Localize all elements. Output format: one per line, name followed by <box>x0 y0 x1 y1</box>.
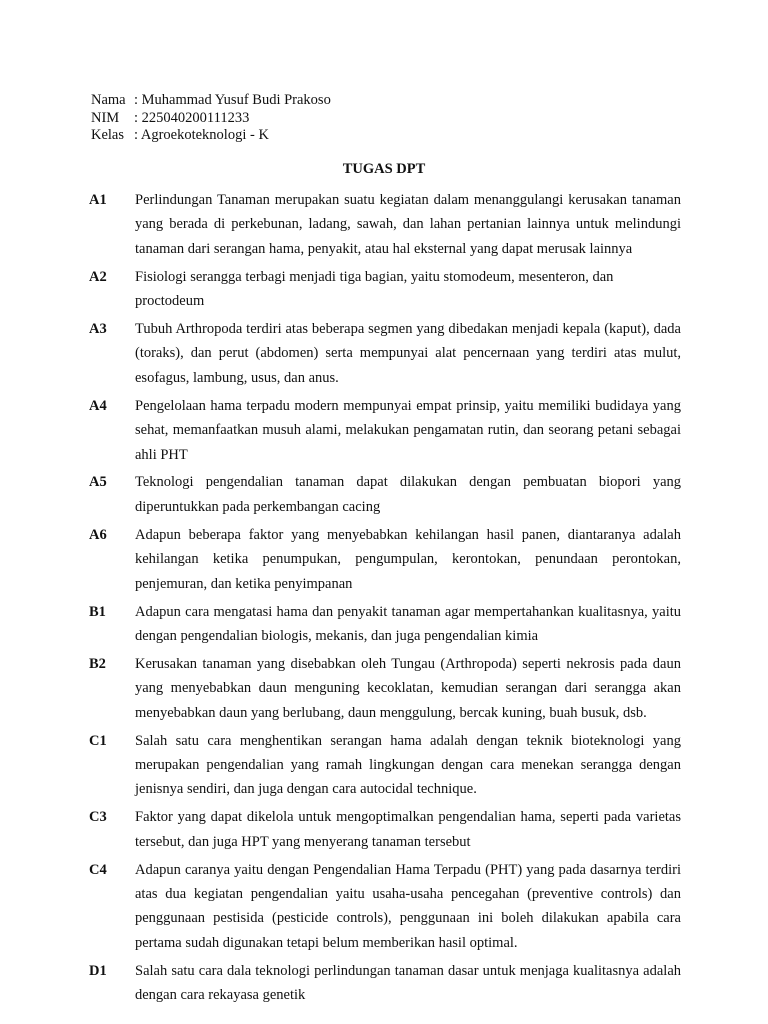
nim-row <box>91 110 331 128</box>
nim-value: : 225040200111233 <box>134 109 250 126</box>
document-title: TUGAS DPT <box>342 161 426 177</box>
answer-text: Salah satu cara menghentikan serangan hama adalah dengan teknik bioteknologi yang merupakan pengendalian yang ramah lingkungan dengan cara menekan serangga dengan jenisnya sendiri, dan juga dengan cara autocidal technique. <box>135 732 681 798</box>
answer-text: Adapun cara mengatasi hama dan penyakit tanaman agar mempertahankan kualitasnya, yaitu dengan pengendalian biologis, mekanis, dan juga pengendalian kimia <box>135 603 681 644</box>
answer-code: C3 <box>89 809 107 826</box>
answer-item <box>89 523 681 596</box>
answer-code: D1 <box>89 962 107 979</box>
answer-code: B2 <box>89 655 106 672</box>
answer-code: A2 <box>89 268 107 285</box>
answer-text: Teknologi pengendalian tanaman dapat dilakukan dengan pembuatan biopori yang diperuntukkan pada perkembangan cacing <box>135 474 681 515</box>
class-value: : Agroekoteknologi - K <box>134 127 269 143</box>
answer-item <box>89 959 681 1008</box>
answer-item <box>89 652 681 725</box>
answer-text: Faktor yang dapat dikelola untuk mengoptimalkan pengendalian hama, seperti pada varietas tersebut, dan juga HPT yang menyerang tanaman tersebut <box>135 809 681 850</box>
answer-item <box>89 729 681 802</box>
answer-code: B1 <box>89 603 106 620</box>
answer-text: Perlindungan Tanaman merupakan suatu kegiatan dalam menanggulangi kerusakan tanaman yang berada di perkebunan, ladang, sawah, dan lahan pertanian lainnya untuk melindungi tanaman dari serangan hama, penyakit, atau hal eksternal yang dapat merusak lainnya <box>135 192 681 257</box>
answer-text: Fisiologi serangga terbagi menjadi tiga bagian, yaitu stomodeum, mesenteron, dan proctodeum <box>135 268 614 310</box>
nim-label: NIM <box>91 109 120 126</box>
answer-code: A4 <box>89 397 107 414</box>
answer-item <box>89 600 681 649</box>
answer-code: C1 <box>89 732 107 749</box>
answer-item <box>89 858 681 956</box>
answer-item <box>89 805 681 854</box>
class-label: Kelas <box>91 127 125 143</box>
answer-list <box>89 188 681 1011</box>
student-info <box>91 92 331 145</box>
answer-code: C4 <box>89 861 107 878</box>
answer-text: Tubuh Arthropoda terdiri atas beberapa segmen yang dibedakan menjadi kepala (kaput), dada (toraks), dan perut (abdomen) serta mempunyai alat pencernaan yang terdiri atas mulut, esofagus, lambung, usus, dan anus. <box>135 321 681 386</box>
answer-code: A3 <box>89 321 107 338</box>
name-row <box>91 92 331 110</box>
answer-code: A5 <box>89 474 107 491</box>
answer-code: A1 <box>89 192 107 208</box>
answer-text: Salah satu cara dala teknologi perlindungan tanaman dasar untuk menjaga kualitasnya adalah dengan cara rekayasa genetik <box>135 962 681 1004</box>
answer-text: Adapun beberapa faktor yang menyebabkan kehilangan hasil panen, diantaranya adalah kehilangan ketika penumpukan, pengumpulan, kerontokan, penundaan perontokan, penjemuran, dan ketika penyimpanan <box>135 526 681 592</box>
answer-item <box>89 265 681 314</box>
answer-code: A6 <box>89 526 107 543</box>
name-value: : Muhammad Yusuf Budi Prakoso <box>134 92 331 108</box>
answer-text: Pengelolaan hama terpadu modern mempunyai empat prinsip, yaitu memiliki budidaya yang sehat, memanfaatkan musuh alami, melakukan pengamatan rutin, dan seorang petani sebagai ahli PHT <box>135 397 681 463</box>
answer-item <box>89 317 681 390</box>
name-label: Nama <box>91 92 126 108</box>
answer-text: Kerusakan tanaman yang disebabkan oleh Tungau (Arthropoda) seperti nekrosis pada daun yang menyebabkan daun menguning kecoklatan, kemudian serangan dari serangga akan menyebabkan daun yang berlubang, daun menggulung, bercak kuning, buah busuk, dsb. <box>135 655 681 721</box>
answer-item <box>89 470 681 519</box>
answer-item <box>89 188 681 261</box>
class-row <box>91 127 331 145</box>
answer-text: Adapun caranya yaitu dengan Pengendalian Hama Terpadu (PHT) yang pada dasarnya terdiri atas dua kegiatan pengendalian yaitu usaha-usaha pencegahan (preventive controls) dan penggunaan pestisida (pesticide controls), penggunaan ini boleh dilakukan apabila cara pertama sudah digunakan tetapi belum memberikan hasil optimal. <box>135 861 681 951</box>
answer-item <box>89 394 681 467</box>
